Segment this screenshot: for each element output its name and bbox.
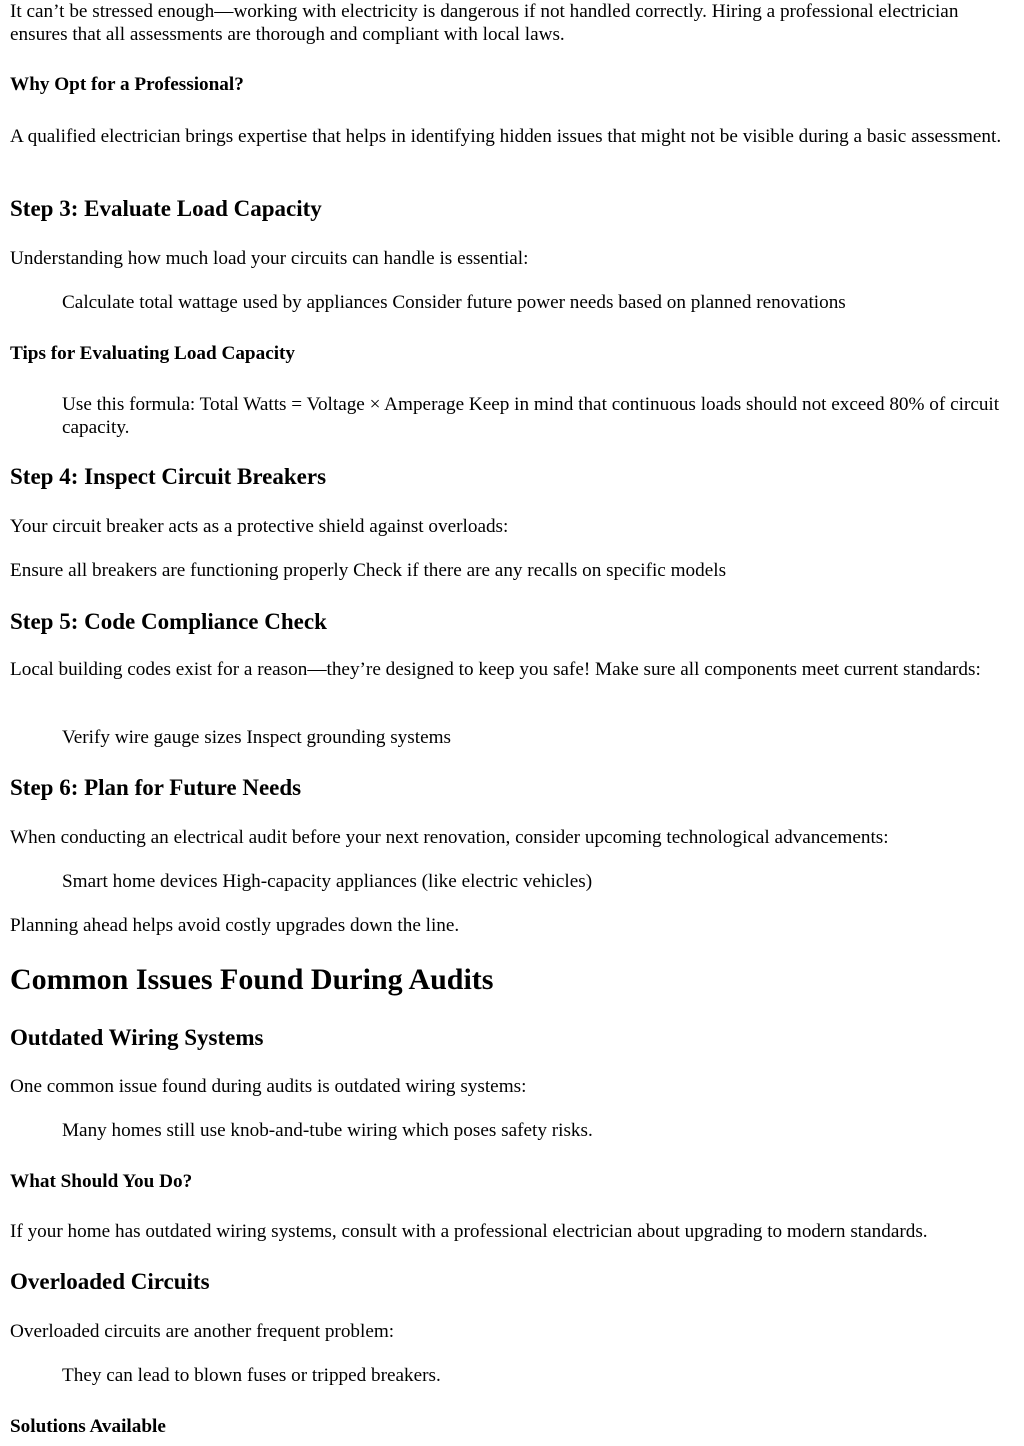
heading-overloaded-circuits: Overloaded Circuits bbox=[10, 1269, 210, 1294]
paragraph-overloaded-circuits: Overloaded circuits are another frequent problem: bbox=[10, 1321, 395, 1342]
heading-what-should-you-do: What Should You Do? bbox=[10, 1171, 193, 1192]
heading-step-5: Step 5: Code Compliance Check bbox=[10, 609, 327, 634]
paragraph-step-3: Understanding how much load your circuits can handle is essential: bbox=[10, 248, 529, 269]
paragraph-why-professional: A qualified electrician brings expertise that helps in identifying hidden issues that might not be visible during a basic assessment. bbox=[10, 126, 1002, 147]
list-step-4: Ensure all breakers are functioning properly Check if there are any recalls on specific models bbox=[10, 560, 727, 581]
heading-why-professional: Why Opt for a Professional? bbox=[10, 74, 244, 95]
heading-step-6: Step 6: Plan for Future Needs bbox=[10, 775, 302, 800]
heading-step-4: Step 4: Inspect Circuit Breakers bbox=[10, 464, 327, 489]
intro-paragraph: It can’t be stressed enough—working with electricity is dangerous if not handled correctly. Hiring a professional electrician ensures that all assessments are thorough and compliant with local laws. bbox=[10, 1, 959, 45]
list-tips-load-capacity: Use this formula: Total Watts = Voltage × Amperage Keep in mind that continuous loads should not exceed 80% of circuit capacity. bbox=[62, 394, 1000, 438]
paragraph-plan-ahead: Planning ahead helps avoid costly upgrades down the line. bbox=[10, 915, 460, 936]
list-outdated-wiring: Many homes still use knob-and-tube wiring which poses safety risks. bbox=[62, 1120, 593, 1141]
list-step-6: Smart home devices High-capacity appliances (like electric vehicles) bbox=[62, 871, 593, 892]
paragraph-step-5: Local building codes exist for a reason—they’re designed to keep you safe! Make sure all components meet current standards: bbox=[10, 659, 981, 680]
heading-common-issues: Common Issues Found During Audits bbox=[10, 963, 494, 996]
paragraph-outdated-wiring: One common issue found during audits is outdated wiring systems: bbox=[10, 1076, 527, 1097]
list-overloaded-circuits: They can lead to blown fuses or tripped breakers. bbox=[62, 1365, 441, 1386]
paragraph-step-4: Your circuit breaker acts as a protective shield against overloads: bbox=[10, 516, 509, 537]
heading-step-3: Step 3: Evaluate Load Capacity bbox=[10, 196, 322, 221]
heading-solutions-available: Solutions Available bbox=[10, 1416, 166, 1437]
list-step-3: Calculate total wattage used by appliances Consider future power needs based on planned renovations bbox=[62, 292, 846, 313]
paragraph-what-should-you-do: If your home has outdated wiring systems, consult with a professional electrician about upgrading to modern standards. bbox=[10, 1221, 928, 1242]
paragraph-step-6: When conducting an electrical audit before your next renovation, consider upcoming technological advancements: bbox=[10, 827, 889, 848]
heading-tips-load-capacity: Tips for Evaluating Load Capacity bbox=[10, 343, 296, 364]
list-step-5: Verify wire gauge sizes Inspect grounding systems bbox=[62, 727, 451, 748]
heading-outdated-wiring: Outdated Wiring Systems bbox=[10, 1025, 264, 1050]
